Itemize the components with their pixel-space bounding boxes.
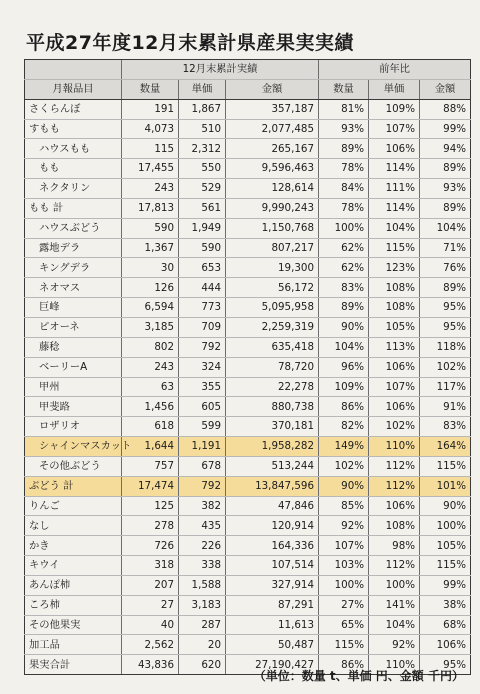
qty-cell: 115 <box>122 139 179 159</box>
table-row <box>25 575 471 595</box>
header-yoy-amount: 金額 <box>420 79 471 99</box>
amount-cell: 19,300 <box>226 258 319 278</box>
header-group-yoy: 前年比 <box>319 60 471 80</box>
price-cell: 792 <box>179 337 226 357</box>
price-cell: 355 <box>179 377 226 397</box>
price-cell: 678 <box>179 456 226 476</box>
qty-cell: 207 <box>122 575 179 595</box>
header-amount: 金額 <box>226 79 319 99</box>
item-name-cell: 藤稔 <box>25 337 122 357</box>
sales-table <box>24 59 471 675</box>
amount-cell: 880,738 <box>226 397 319 417</box>
page-title: 平成27年度12月末累計県産果実実績 <box>26 32 354 54</box>
item-name-cell: りんご <box>25 496 122 516</box>
item-name-cell: すもも <box>25 119 122 139</box>
table-row <box>25 437 471 457</box>
amount-cell: 265,167 <box>226 139 319 159</box>
qty-cell: 1,644 <box>122 437 179 457</box>
yoy-amount-cell: 38% <box>420 595 471 615</box>
yoy-qty-cell: 90% <box>319 476 369 496</box>
qty-cell: 590 <box>122 218 179 238</box>
yoy-price-cell: 108% <box>369 278 420 298</box>
yoy-price-cell: 112% <box>369 476 420 496</box>
table-row <box>25 218 471 238</box>
yoy-qty-cell: 109% <box>319 377 369 397</box>
item-name-cell: 果実合計 <box>25 655 122 675</box>
amount-cell: 9,990,243 <box>226 198 319 218</box>
amount-cell: 87,291 <box>226 595 319 615</box>
yoy-qty-cell: 83% <box>319 278 369 298</box>
yoy-price-cell: 112% <box>369 556 420 576</box>
yoy-price-cell: 112% <box>369 456 420 476</box>
yoy-qty-cell: 115% <box>319 635 369 655</box>
yoy-amount-cell: 95% <box>420 298 471 318</box>
yoy-amount-cell: 101% <box>420 476 471 496</box>
yoy-qty-cell: 84% <box>319 179 369 199</box>
header-item-spacer <box>25 60 122 80</box>
amount-cell: 56,172 <box>226 278 319 298</box>
yoy-amount-cell: 88% <box>420 99 471 119</box>
qty-cell: 1,456 <box>122 397 179 417</box>
yoy-qty-cell: 90% <box>319 317 369 337</box>
qty-cell: 27 <box>122 595 179 615</box>
price-cell: 338 <box>179 556 226 576</box>
yoy-qty-cell: 89% <box>319 298 369 318</box>
qty-cell: 3,185 <box>122 317 179 337</box>
price-cell: 382 <box>179 496 226 516</box>
yoy-amount-cell: 115% <box>420 556 471 576</box>
table-row <box>25 119 471 139</box>
price-cell: 444 <box>179 278 226 298</box>
yoy-amount-cell: 99% <box>420 119 471 139</box>
table-row <box>25 397 471 417</box>
qty-cell: 2,562 <box>122 635 179 655</box>
table-row <box>25 139 471 159</box>
price-cell: 435 <box>179 516 226 536</box>
yoy-qty-cell: 102% <box>319 456 369 476</box>
yoy-amount-cell: 164% <box>420 437 471 457</box>
yoy-price-cell: 114% <box>369 198 420 218</box>
yoy-amount-cell: 115% <box>420 456 471 476</box>
table-row <box>25 476 471 496</box>
yoy-amount-cell: 93% <box>420 179 471 199</box>
amount-cell: 78,720 <box>226 357 319 377</box>
yoy-price-cell: 110% <box>369 437 420 457</box>
qty-cell: 40 <box>122 615 179 635</box>
yoy-qty-cell: 89% <box>319 139 369 159</box>
yoy-price-cell: 109% <box>369 99 420 119</box>
item-name-cell: ベーリーA <box>25 357 122 377</box>
yoy-price-cell: 123% <box>369 258 420 278</box>
qty-cell: 278 <box>122 516 179 536</box>
yoy-amount-cell: 99% <box>420 575 471 595</box>
header-yoy-price: 単価 <box>369 79 420 99</box>
item-name-cell: ハウスぶどう <box>25 218 122 238</box>
yoy-amount-cell: 71% <box>420 238 471 258</box>
yoy-price-cell: 98% <box>369 536 420 556</box>
item-name-cell: シャインマスカット <box>25 437 122 457</box>
yoy-amount-cell: 95% <box>420 655 471 675</box>
yoy-qty-cell: 93% <box>319 119 369 139</box>
yoy-amount-cell: 118% <box>420 337 471 357</box>
table-row <box>25 556 471 576</box>
price-cell: 20 <box>179 635 226 655</box>
table-row <box>25 377 471 397</box>
yoy-price-cell: 102% <box>369 417 420 437</box>
yoy-qty-cell: 65% <box>319 615 369 635</box>
table-row <box>25 337 471 357</box>
yoy-price-cell: 108% <box>369 298 420 318</box>
yoy-amount-cell: 90% <box>420 496 471 516</box>
price-cell: 709 <box>179 317 226 337</box>
qty-cell: 191 <box>122 99 179 119</box>
yoy-amount-cell: 100% <box>420 516 471 536</box>
yoy-qty-cell: 27% <box>319 595 369 615</box>
price-cell: 605 <box>179 397 226 417</box>
yoy-amount-cell: 105% <box>420 536 471 556</box>
qty-cell: 125 <box>122 496 179 516</box>
yoy-qty-cell: 62% <box>319 238 369 258</box>
yoy-qty-cell: 82% <box>319 417 369 437</box>
table-row <box>25 179 471 199</box>
qty-cell: 243 <box>122 357 179 377</box>
yoy-price-cell: 111% <box>369 179 420 199</box>
price-cell: 1,867 <box>179 99 226 119</box>
amount-cell: 9,596,463 <box>226 159 319 179</box>
yoy-qty-cell: 86% <box>319 655 369 675</box>
yoy-price-cell: 105% <box>369 317 420 337</box>
yoy-price-cell: 100% <box>369 575 420 595</box>
unit-note: （単位：数量 t、単価 円、金額 千円） <box>253 669 464 683</box>
table-row <box>25 635 471 655</box>
yoy-amount-cell: 89% <box>420 278 471 298</box>
price-cell: 561 <box>179 198 226 218</box>
qty-cell: 802 <box>122 337 179 357</box>
yoy-amount-cell: 68% <box>420 615 471 635</box>
header-row-columns <box>25 79 471 99</box>
yoy-amount-cell: 91% <box>420 397 471 417</box>
qty-cell: 6,594 <box>122 298 179 318</box>
table-row <box>25 417 471 437</box>
yoy-qty-cell: 107% <box>319 536 369 556</box>
yoy-price-cell: 107% <box>369 119 420 139</box>
item-name-cell: さくらんぼ <box>25 99 122 119</box>
yoy-qty-cell: 78% <box>319 198 369 218</box>
yoy-price-cell: 106% <box>369 357 420 377</box>
yoy-qty-cell: 86% <box>319 397 369 417</box>
table-row <box>25 536 471 556</box>
amount-cell: 22,278 <box>226 377 319 397</box>
header-row-top <box>25 60 471 80</box>
item-name-cell: ぶどう 計 <box>25 476 122 496</box>
item-name-cell: ころ柿 <box>25 595 122 615</box>
amount-cell: 5,095,958 <box>226 298 319 318</box>
header-qty: 数量 <box>122 79 179 99</box>
item-name-cell: その他ぶどう <box>25 456 122 476</box>
amount-cell: 27,190,427 <box>226 655 319 675</box>
price-cell: 3,183 <box>179 595 226 615</box>
price-cell: 510 <box>179 119 226 139</box>
yoy-qty-cell: 100% <box>319 218 369 238</box>
item-name-cell: かき <box>25 536 122 556</box>
yoy-price-cell: 104% <box>369 218 420 238</box>
item-name-cell: 甲州 <box>25 377 122 397</box>
yoy-qty-cell: 104% <box>319 337 369 357</box>
qty-cell: 1,367 <box>122 238 179 258</box>
qty-cell: 30 <box>122 258 179 278</box>
amount-cell: 327,914 <box>226 575 319 595</box>
header-price: 単価 <box>179 79 226 99</box>
yoy-price-cell: 108% <box>369 516 420 536</box>
item-name-cell: キウイ <box>25 556 122 576</box>
yoy-amount-cell: 83% <box>420 417 471 437</box>
table-row <box>25 615 471 635</box>
table-row <box>25 238 471 258</box>
item-name-cell: ピオーネ <box>25 317 122 337</box>
yoy-price-cell: 110% <box>369 655 420 675</box>
yoy-qty-cell: 96% <box>319 357 369 377</box>
yoy-price-cell: 106% <box>369 397 420 417</box>
table-row <box>25 258 471 278</box>
yoy-price-cell: 106% <box>369 139 420 159</box>
amount-cell: 164,336 <box>226 536 319 556</box>
table-row <box>25 278 471 298</box>
item-name-cell: 露地デラ <box>25 238 122 258</box>
table-row <box>25 298 471 318</box>
price-cell: 529 <box>179 179 226 199</box>
amount-cell: 357,187 <box>226 99 319 119</box>
qty-cell: 618 <box>122 417 179 437</box>
yoy-price-cell: 115% <box>369 238 420 258</box>
yoy-price-cell: 114% <box>369 159 420 179</box>
yoy-qty-cell: 78% <box>319 159 369 179</box>
yoy-qty-cell: 85% <box>319 496 369 516</box>
item-name-cell: ハウスもも <box>25 139 122 159</box>
amount-cell: 120,914 <box>226 516 319 536</box>
yoy-amount-cell: 95% <box>420 317 471 337</box>
header-item: 月報品目 <box>25 79 122 99</box>
yoy-price-cell: 141% <box>369 595 420 615</box>
yoy-amount-cell: 89% <box>420 159 471 179</box>
table-row <box>25 99 471 119</box>
table-row <box>25 516 471 536</box>
item-name-cell: もも <box>25 159 122 179</box>
yoy-qty-cell: 149% <box>319 437 369 457</box>
amount-cell: 47,846 <box>226 496 319 516</box>
yoy-qty-cell: 62% <box>319 258 369 278</box>
qty-cell: 17,474 <box>122 476 179 496</box>
table-row <box>25 595 471 615</box>
yoy-amount-cell: 94% <box>420 139 471 159</box>
price-cell: 620 <box>179 655 226 675</box>
table-row <box>25 198 471 218</box>
yoy-amount-cell: 104% <box>420 218 471 238</box>
yoy-qty-cell: 81% <box>319 99 369 119</box>
item-name-cell: その他果実 <box>25 615 122 635</box>
yoy-amount-cell: 106% <box>420 635 471 655</box>
price-cell: 324 <box>179 357 226 377</box>
yoy-amount-cell: 89% <box>420 198 471 218</box>
amount-cell: 2,259,319 <box>226 317 319 337</box>
yoy-price-cell: 107% <box>369 377 420 397</box>
item-name-cell: あんぽ柿 <box>25 575 122 595</box>
yoy-qty-cell: 100% <box>319 575 369 595</box>
table-row <box>25 496 471 516</box>
price-cell: 1,949 <box>179 218 226 238</box>
amount-cell: 370,181 <box>226 417 319 437</box>
price-cell: 1,588 <box>179 575 226 595</box>
header-yoy-qty: 数量 <box>319 79 369 99</box>
qty-cell: 4,073 <box>122 119 179 139</box>
qty-cell: 318 <box>122 556 179 576</box>
item-name-cell: キングデラ <box>25 258 122 278</box>
item-name-cell: もも 計 <box>25 198 122 218</box>
item-name-cell: ネオマス <box>25 278 122 298</box>
qty-cell: 243 <box>122 179 179 199</box>
header-group-cumulative: 12月末累計実績 <box>122 60 319 80</box>
item-name-cell: なし <box>25 516 122 536</box>
price-cell: 599 <box>179 417 226 437</box>
amount-cell: 1,150,768 <box>226 218 319 238</box>
yoy-price-cell: 92% <box>369 635 420 655</box>
qty-cell: 17,455 <box>122 159 179 179</box>
price-cell: 1,191 <box>179 437 226 457</box>
item-name-cell: 甲斐路 <box>25 397 122 417</box>
amount-cell: 1,958,282 <box>226 437 319 457</box>
amount-cell: 11,613 <box>226 615 319 635</box>
yoy-qty-cell: 92% <box>319 516 369 536</box>
amount-cell: 13,847,596 <box>226 476 319 496</box>
amount-cell: 513,244 <box>226 456 319 476</box>
price-cell: 550 <box>179 159 226 179</box>
amount-cell: 107,514 <box>226 556 319 576</box>
qty-cell: 43,836 <box>122 655 179 675</box>
amount-cell: 807,217 <box>226 238 319 258</box>
amount-cell: 635,418 <box>226 337 319 357</box>
yoy-amount-cell: 117% <box>420 377 471 397</box>
table-row <box>25 456 471 476</box>
yoy-qty-cell: 103% <box>319 556 369 576</box>
item-name-cell: ネクタリン <box>25 179 122 199</box>
price-cell: 792 <box>179 476 226 496</box>
price-cell: 287 <box>179 615 226 635</box>
qty-cell: 126 <box>122 278 179 298</box>
table-row <box>25 317 471 337</box>
amount-cell: 50,487 <box>226 635 319 655</box>
amount-cell: 2,077,485 <box>226 119 319 139</box>
qty-cell: 17,813 <box>122 198 179 218</box>
yoy-price-cell: 104% <box>369 615 420 635</box>
price-cell: 2,312 <box>179 139 226 159</box>
item-name-cell: 巨峰 <box>25 298 122 318</box>
yoy-price-cell: 113% <box>369 337 420 357</box>
yoy-amount-cell: 76% <box>420 258 471 278</box>
item-name-cell: ロザリオ <box>25 417 122 437</box>
qty-cell: 726 <box>122 536 179 556</box>
price-cell: 653 <box>179 258 226 278</box>
yoy-amount-cell: 102% <box>420 357 471 377</box>
yoy-price-cell: 106% <box>369 496 420 516</box>
amount-cell: 128,614 <box>226 179 319 199</box>
table-row <box>25 357 471 377</box>
item-name-cell: 加工品 <box>25 635 122 655</box>
price-cell: 590 <box>179 238 226 258</box>
qty-cell: 757 <box>122 456 179 476</box>
table-row <box>25 159 471 179</box>
qty-cell: 63 <box>122 377 179 397</box>
price-cell: 773 <box>179 298 226 318</box>
price-cell: 226 <box>179 536 226 556</box>
